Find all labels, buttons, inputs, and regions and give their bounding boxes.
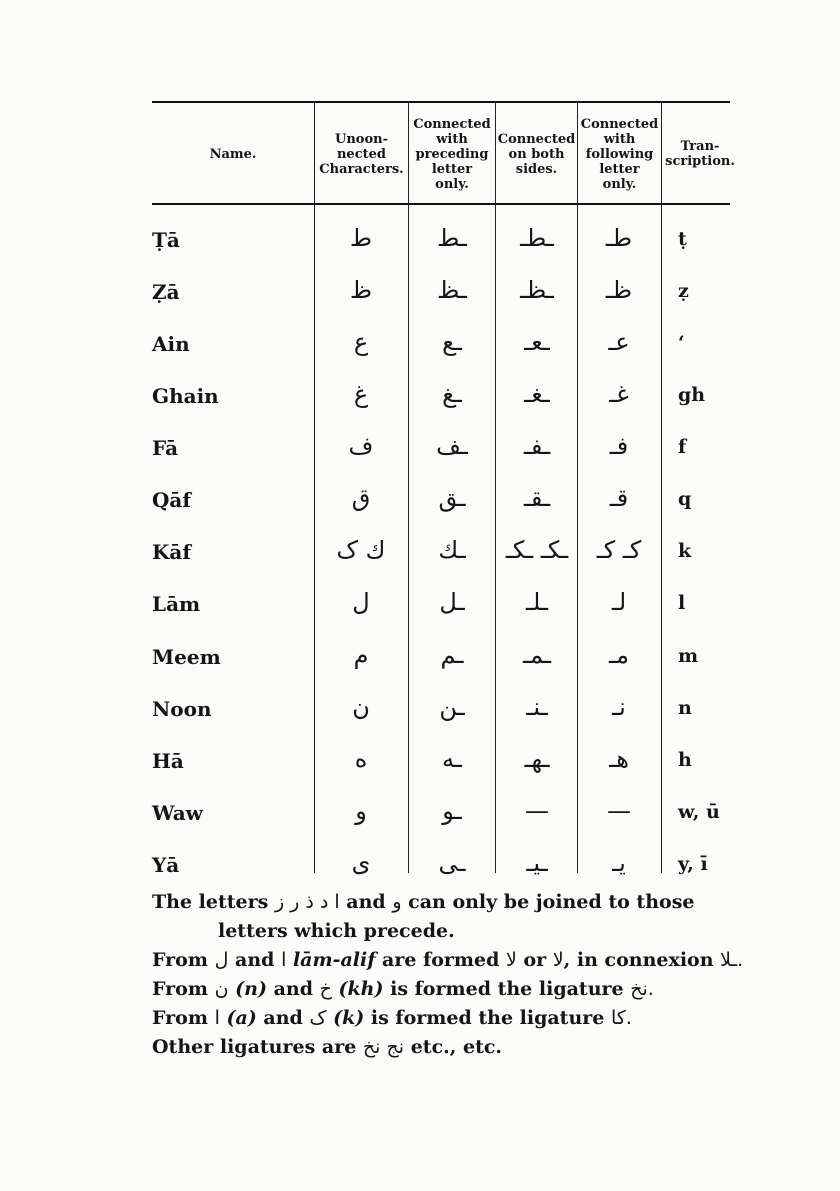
note-line: The letters ا د ذ ر ز and و can only be joined to those	[152, 891, 695, 913]
glyph-following: —	[607, 797, 631, 825]
note-line: From ل and ا lām-alif are formed لا or لا, in connexion ـلا.	[152, 949, 744, 971]
glyph-both: ـهـ	[524, 745, 550, 773]
letter-name: Qāf	[152, 488, 191, 512]
glyph-preceding: ـو	[442, 797, 462, 825]
glyph-both: ـقـ	[523, 484, 551, 512]
table-row	[0, 480, 840, 532]
glyph-preceding: ـظ	[437, 276, 467, 304]
glyph-preceding: ـف	[436, 432, 468, 460]
arabic-letters: ا د ذ ر ز	[274, 891, 340, 913]
glyph-unconnected: ه	[354, 745, 368, 773]
glyph-unconnected: ع	[353, 328, 369, 356]
transcription: m	[678, 645, 699, 667]
transcription: w, ū	[678, 801, 720, 823]
glyph-both: ـطـ	[520, 224, 554, 252]
letter-name: Lām	[152, 592, 201, 616]
transcription: k	[678, 540, 692, 562]
glyph-preceding: ـغ	[442, 380, 462, 408]
glyph-unconnected: ل	[352, 588, 370, 616]
glyph-unconnected: ف	[348, 432, 374, 460]
table-row	[0, 637, 840, 689]
header-transcription: Tran- scription.	[665, 139, 735, 169]
glyph-following: ظـ	[605, 276, 633, 304]
glyph-following: هـ	[609, 745, 629, 773]
transcription: f	[678, 436, 687, 458]
notes-section	[152, 888, 752, 1062]
glyph-preceding: ـه	[442, 745, 462, 773]
glyph-both: ـيـ	[526, 849, 548, 877]
glyph-preceding: ـن	[439, 693, 465, 721]
glyph-both: ـعـ	[524, 328, 550, 356]
table-row	[0, 584, 840, 636]
note-line: From ا (a) and ک (k) is formed the ligature كا.	[152, 1007, 632, 1029]
header-connected-following: Connected with following letter only.	[580, 116, 659, 192]
glyph-unconnected: و	[355, 797, 367, 825]
glyph-preceding: ـك	[438, 536, 466, 564]
letter-name: Hā	[152, 749, 184, 773]
letter-name: Meem	[152, 645, 221, 669]
table-row	[0, 324, 840, 376]
header-connected-both: Connected on both sides.	[497, 131, 576, 177]
letter-name: Fā	[152, 436, 179, 460]
transcription: y, ī	[678, 853, 708, 875]
glyph-following: عـ	[608, 328, 630, 356]
glyph-following: كـ كـ	[596, 536, 642, 564]
note-line: Other ligatures are نج نخ etc., etc.	[152, 1036, 503, 1058]
letter-name: Ẓā	[152, 280, 180, 304]
glyph-both: ـظـ	[520, 276, 554, 304]
transcription: h	[678, 749, 692, 771]
glyph-unconnected: غ	[353, 380, 369, 408]
glyph-following: فـ	[609, 432, 629, 460]
glyph-preceding: ـع	[442, 328, 462, 356]
glyph-unconnected: ك ک	[336, 536, 386, 564]
transcription: ʻ	[678, 332, 685, 354]
glyph-both: ـنـ	[526, 693, 548, 721]
transcription: q	[678, 488, 692, 510]
glyph-both: ـفـ	[523, 432, 551, 460]
glyph-both: ـكـ ـكـ	[505, 536, 569, 564]
glyph-unconnected: ى	[351, 849, 371, 877]
note-line: letters which precede.	[218, 920, 455, 942]
glyph-preceding: ـق	[438, 484, 466, 512]
glyph-following: غـ	[609, 380, 629, 408]
header-unconnected: Unoon- nected Characters.	[319, 131, 404, 177]
transcription: gh	[678, 384, 706, 406]
glyph-preceding: ـل	[439, 588, 465, 616]
letter-name: Kāf	[152, 540, 191, 564]
glyph-following: طـ	[605, 224, 633, 252]
glyph-unconnected: ق	[351, 484, 371, 512]
glyph-both: ـمـ	[523, 641, 551, 669]
glyph-preceding: ـى	[438, 849, 466, 877]
header-name: Name.	[209, 146, 257, 162]
glyph-both: ـغـ	[524, 380, 550, 408]
table-row	[0, 428, 840, 480]
transcription: ẓ	[678, 280, 689, 302]
letter-name: Ain	[152, 332, 190, 356]
table-row	[0, 376, 840, 428]
glyph-both: —	[525, 797, 549, 825]
glyph-following: نـ	[612, 693, 626, 721]
letter-name: Ṭā	[152, 228, 180, 252]
glyph-following: لـ	[611, 588, 627, 616]
letter-name: Ghain	[152, 384, 219, 408]
table-row	[0, 272, 840, 324]
letter-name: Noon	[152, 697, 212, 721]
glyph-following: يـ	[612, 849, 626, 877]
glyph-following: مـ	[609, 641, 629, 669]
letter-name: Yā	[152, 853, 180, 877]
arabic-letter: و	[392, 891, 402, 913]
transcription: l	[678, 592, 686, 614]
glyph-unconnected: ن	[352, 693, 370, 721]
table-row	[0, 532, 840, 584]
table-row	[0, 741, 840, 793]
glyph-following: قـ	[609, 484, 629, 512]
glyph-unconnected: م	[353, 641, 369, 669]
glyph-both: ـلـ	[525, 588, 548, 616]
table-row	[0, 220, 840, 272]
table-header-rule	[152, 203, 730, 205]
glyph-preceding: ـم	[440, 641, 464, 669]
table-row	[0, 793, 840, 845]
glyph-unconnected: ط	[349, 224, 373, 252]
table-top-rule	[152, 101, 730, 103]
note-line: From ن (n) and خ (kh) is formed the ligature نخ.	[152, 978, 654, 1000]
table-row	[0, 689, 840, 741]
transcription: n	[678, 697, 692, 719]
glyph-unconnected: ظ	[349, 276, 373, 304]
letter-name: Waw	[152, 801, 203, 825]
term-lam-alif: lām-alif	[292, 949, 376, 971]
glyph-preceding: ـط	[437, 224, 467, 252]
transcription: ṭ	[678, 228, 687, 250]
header-connected-preceding: Connected with preceding letter only.	[413, 116, 491, 192]
